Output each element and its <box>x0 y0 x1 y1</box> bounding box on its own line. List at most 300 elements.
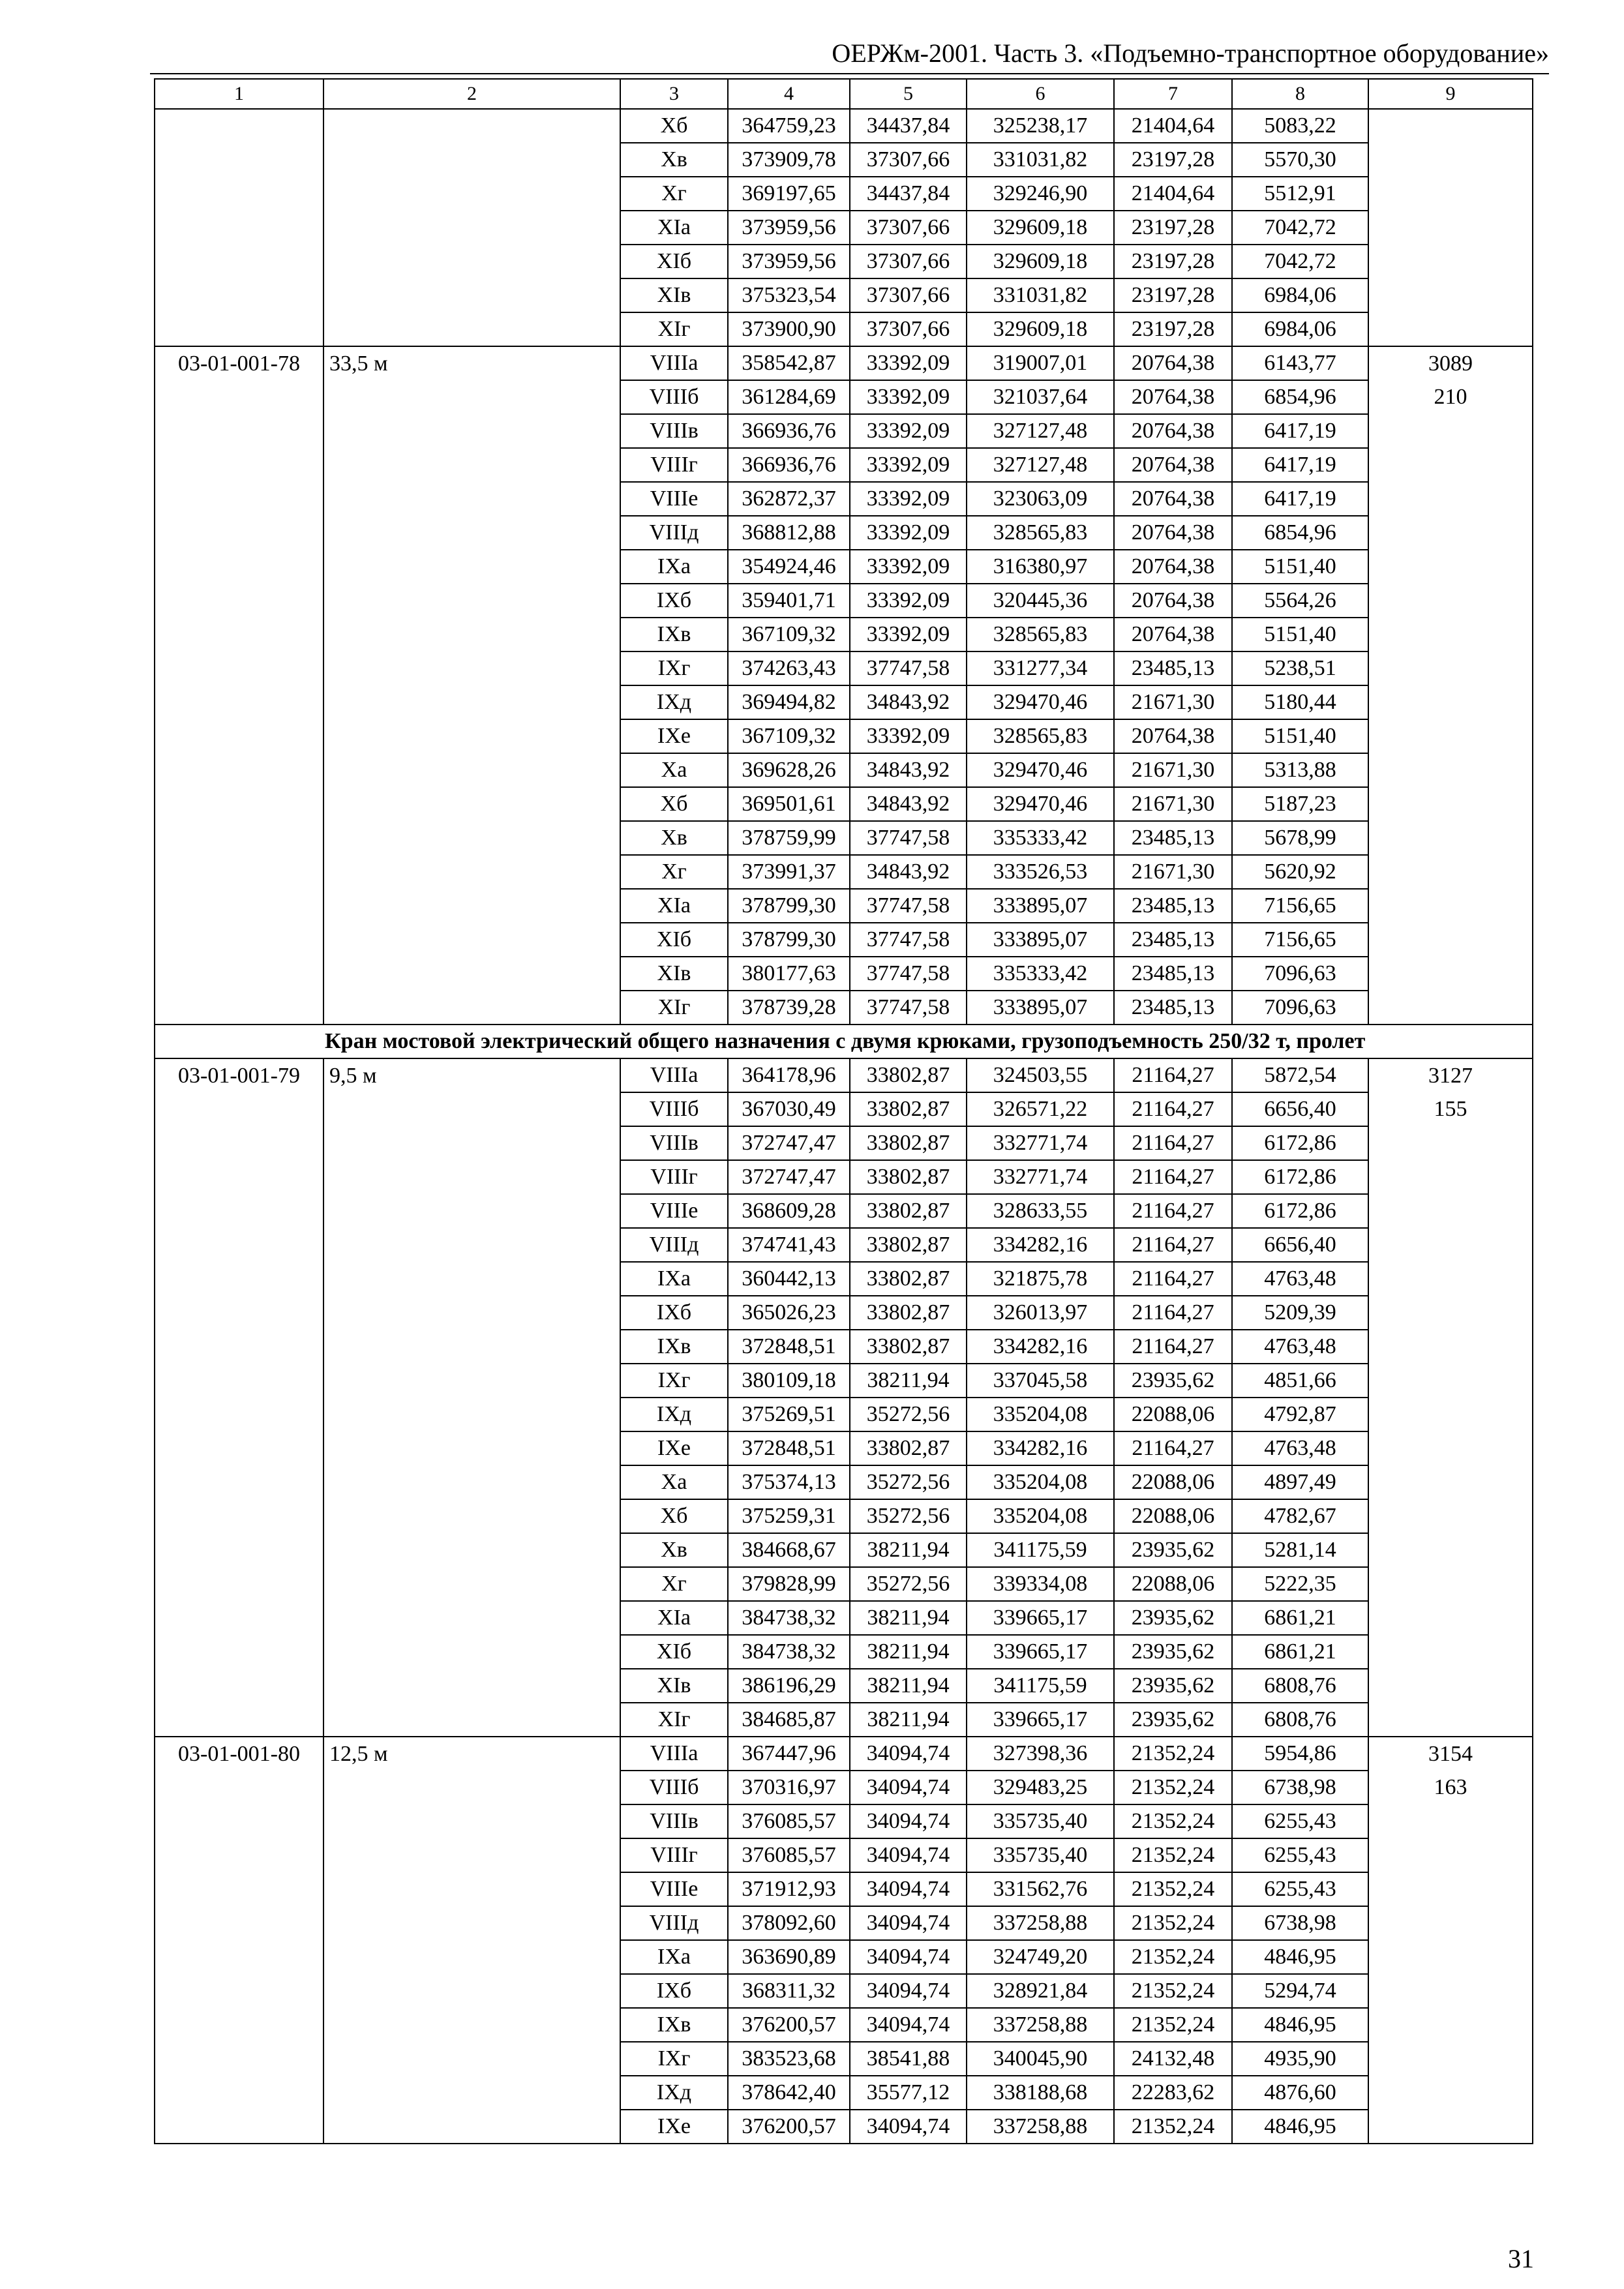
machine-cost-cell: 335204,08 <box>967 1499 1114 1533</box>
materials-cell: 6172,86 <box>1232 1126 1368 1160</box>
span-cell <box>323 1771 620 1804</box>
operator-wages-cell: 23197,28 <box>1114 278 1232 312</box>
operator-wages-cell: 21671,30 <box>1114 753 1232 787</box>
labor-cell <box>1368 312 1533 346</box>
total-cost-cell: 373959,56 <box>728 211 850 245</box>
machine-cost-cell: 327398,36 <box>967 1737 1114 1771</box>
operator-wages-cell: 21671,30 <box>1114 685 1232 719</box>
machine-cost-cell: 331277,34 <box>967 651 1114 685</box>
table-row <box>155 821 1533 855</box>
operator-wages-cell: 20764,38 <box>1114 346 1232 380</box>
machine-cost-cell: 323063,09 <box>967 482 1114 516</box>
wages-cell: 37747,58 <box>850 923 967 957</box>
rate-code-cell <box>155 2076 323 2110</box>
class-cell: VIIIг <box>620 448 728 482</box>
materials-cell: 5151,40 <box>1232 550 1368 584</box>
operator-wages-cell: 21164,27 <box>1114 1092 1232 1126</box>
total-cost-cell: 374741,43 <box>728 1228 850 1262</box>
labor-cell <box>1368 245 1533 278</box>
wages-cell: 34843,92 <box>850 787 967 821</box>
span-cell <box>323 685 620 719</box>
labor-cell <box>1368 109 1533 143</box>
class-cell: IXв <box>620 618 728 651</box>
machine-cost-cell: 333895,07 <box>967 923 1114 957</box>
total-cost-cell: 374263,43 <box>728 651 850 685</box>
materials-cell: 5222,35 <box>1232 1567 1368 1601</box>
machine-cost-cell: 331031,82 <box>967 143 1114 177</box>
materials-cell: 5678,99 <box>1232 821 1368 855</box>
table-row <box>155 685 1533 719</box>
rate-code-cell <box>155 2110 323 2144</box>
machine-cost-cell: 328565,83 <box>967 516 1114 550</box>
class-cell: VIIIе <box>620 1194 728 1228</box>
rate-code-cell <box>155 109 323 143</box>
total-cost-cell: 375374,13 <box>728 1465 850 1499</box>
rate-code-cell <box>155 245 323 278</box>
rate-code-cell <box>155 1771 323 1804</box>
wages-cell: 33392,09 <box>850 482 967 516</box>
table-row <box>155 177 1533 211</box>
materials-cell: 5620,92 <box>1232 855 1368 889</box>
column-header: 1 <box>155 79 323 109</box>
machine-cost-cell: 339334,08 <box>967 1567 1114 1601</box>
operator-wages-cell: 23485,13 <box>1114 957 1232 991</box>
span-cell <box>323 1533 620 1567</box>
labor-cell <box>1368 482 1533 516</box>
machine-cost-cell: 329483,25 <box>967 1771 1114 1804</box>
materials-cell: 6417,19 <box>1232 448 1368 482</box>
materials-cell: 4846,95 <box>1232 1940 1368 1974</box>
class-cell: XIб <box>620 923 728 957</box>
wages-cell: 35272,56 <box>850 1465 967 1499</box>
wages-cell: 38211,94 <box>850 1703 967 1737</box>
labor-cell <box>1368 1431 1533 1465</box>
span-cell: 12,5 м <box>323 1737 620 1771</box>
operator-wages-cell: 23197,28 <box>1114 143 1232 177</box>
span-cell <box>323 855 620 889</box>
table-row <box>155 2076 1533 2110</box>
machine-cost-cell: 328921,84 <box>967 1974 1114 2008</box>
table-row <box>155 923 1533 957</box>
wages-cell: 33802,87 <box>850 1296 967 1330</box>
labor-cell <box>1368 753 1533 787</box>
materials-cell: 6738,98 <box>1232 1906 1368 1940</box>
span-cell <box>323 991 620 1025</box>
rate-code-cell <box>155 1669 323 1703</box>
materials-cell: 5238,51 <box>1232 651 1368 685</box>
table-row <box>155 1737 1533 1771</box>
wages-cell: 37747,58 <box>850 957 967 991</box>
span-cell <box>323 1092 620 1126</box>
rate-code-cell <box>155 1499 323 1533</box>
wages-cell: 33802,87 <box>850 1058 967 1092</box>
operator-wages-cell: 21352,24 <box>1114 1737 1232 1771</box>
table-row <box>155 516 1533 550</box>
labor-cell <box>1368 550 1533 584</box>
wages-cell: 38211,94 <box>850 1533 967 1567</box>
table-body <box>155 79 1533 2144</box>
span-cell <box>323 1567 620 1601</box>
wages-cell: 33802,87 <box>850 1092 967 1126</box>
materials-cell: 7156,65 <box>1232 889 1368 923</box>
span-cell <box>323 1194 620 1228</box>
table-row <box>155 1296 1533 1330</box>
table-row <box>155 1669 1533 1703</box>
total-cost-cell: 376085,57 <box>728 1804 850 1838</box>
wages-cell: 33802,87 <box>850 1431 967 1465</box>
table-row <box>155 1974 1533 2008</box>
rate-code-cell <box>155 1804 323 1838</box>
class-cell: IXб <box>620 1296 728 1330</box>
table-row <box>155 312 1533 346</box>
labor-cell <box>1368 2076 1533 2110</box>
total-cost-cell: 372747,47 <box>728 1160 850 1194</box>
operator-wages-cell: 21352,24 <box>1114 1906 1232 1940</box>
total-cost-cell: 384738,32 <box>728 1601 850 1635</box>
table-row <box>155 753 1533 787</box>
machine-cost-cell: 329609,18 <box>967 312 1114 346</box>
section-title-row <box>155 1025 1533 1058</box>
operator-wages-cell: 21164,27 <box>1114 1296 1232 1330</box>
class-cell: VIIIб <box>620 1771 728 1804</box>
class-cell: IXд <box>620 685 728 719</box>
materials-cell: 6984,06 <box>1232 312 1368 346</box>
span-cell <box>323 2110 620 2144</box>
machine-cost-cell: 335333,42 <box>967 821 1114 855</box>
table-row <box>155 448 1533 482</box>
wages-cell: 33802,87 <box>850 1228 967 1262</box>
operator-wages-cell: 22088,06 <box>1114 1398 1232 1431</box>
materials-cell: 5083,22 <box>1232 109 1368 143</box>
wages-cell: 34437,84 <box>850 177 967 211</box>
operator-wages-cell: 20764,38 <box>1114 550 1232 584</box>
operator-wages-cell: 23935,62 <box>1114 1669 1232 1703</box>
machine-cost-cell: 333526,53 <box>967 855 1114 889</box>
rate-code-cell <box>155 1567 323 1601</box>
machine-cost-cell: 335204,08 <box>967 1398 1114 1431</box>
total-cost-cell: 383523,68 <box>728 2042 850 2076</box>
operator-wages-cell: 23935,62 <box>1114 1601 1232 1635</box>
machine-cost-cell: 332771,74 <box>967 1160 1114 1194</box>
span-cell <box>323 1601 620 1635</box>
total-cost-cell: 361284,69 <box>728 380 850 414</box>
rate-code-cell <box>155 380 323 414</box>
labor-cell <box>1368 923 1533 957</box>
total-cost-cell: 369628,26 <box>728 753 850 787</box>
span-cell <box>323 1398 620 1431</box>
total-cost-cell: 380177,63 <box>728 957 850 991</box>
machine-cost-cell: 337258,88 <box>967 1906 1114 1940</box>
machine-cost-cell: 329246,90 <box>967 177 1114 211</box>
column-header: 8 <box>1232 79 1368 109</box>
operator-wages-cell: 21352,24 <box>1114 2110 1232 2144</box>
span-cell <box>323 211 620 245</box>
total-cost-cell: 378092,60 <box>728 1906 850 1940</box>
class-cell: Xг <box>620 177 728 211</box>
wages-cell: 34094,74 <box>850 1804 967 1838</box>
total-cost-cell: 359401,71 <box>728 584 850 618</box>
rate-code-cell <box>155 177 323 211</box>
machine-cost-cell: 327127,48 <box>967 414 1114 448</box>
rate-code-cell <box>155 1838 323 1872</box>
table-row <box>155 889 1533 923</box>
total-cost-cell: 354924,46 <box>728 550 850 584</box>
labor-cell <box>1368 143 1533 177</box>
span-cell <box>323 1160 620 1194</box>
operator-wages-cell: 23485,13 <box>1114 651 1232 685</box>
total-cost-cell: 369501,61 <box>728 787 850 821</box>
materials-cell: 5570,30 <box>1232 143 1368 177</box>
machine-cost-cell: 327127,48 <box>967 448 1114 482</box>
labor-cell <box>1368 1804 1533 1838</box>
wages-cell: 33392,09 <box>850 618 967 651</box>
class-cell: IXв <box>620 2008 728 2042</box>
labor-cell <box>1368 211 1533 245</box>
wages-cell: 38541,88 <box>850 2042 967 2076</box>
span-cell <box>323 889 620 923</box>
total-cost-cell: 384685,87 <box>728 1703 850 1737</box>
materials-cell: 6172,86 <box>1232 1194 1368 1228</box>
labor-cell: 210 <box>1368 380 1533 414</box>
total-cost-cell: 378642,40 <box>728 2076 850 2110</box>
machine-cost-cell: 324749,20 <box>967 1940 1114 1974</box>
page-number: 31 <box>1508 2244 1534 2273</box>
header-rule <box>150 73 1549 74</box>
price-table <box>154 78 1533 2144</box>
materials-cell: 4851,66 <box>1232 1364 1368 1398</box>
total-cost-cell: 362872,37 <box>728 482 850 516</box>
labor-cell <box>1368 1567 1533 1601</box>
span-cell <box>323 787 620 821</box>
machine-cost-cell: 335735,40 <box>967 1804 1114 1838</box>
operator-wages-cell: 23935,62 <box>1114 1533 1232 1567</box>
class-cell: VIIIа <box>620 1737 728 1771</box>
machine-cost-cell: 337258,88 <box>967 2110 1114 2144</box>
table-row <box>155 2110 1533 2144</box>
labor-cell <box>1368 1228 1533 1262</box>
class-cell: XIа <box>620 1601 728 1635</box>
span-cell <box>323 448 620 482</box>
rate-code-cell <box>155 2042 323 2076</box>
rate-code-cell <box>155 1431 323 1465</box>
machine-cost-cell: 339665,17 <box>967 1601 1114 1635</box>
column-header: 6 <box>967 79 1114 109</box>
machine-cost-cell: 334282,16 <box>967 1431 1114 1465</box>
operator-wages-cell: 21352,24 <box>1114 1804 1232 1838</box>
labor-cell <box>1368 1364 1533 1398</box>
table-row <box>155 1703 1533 1737</box>
machine-cost-cell: 329470,46 <box>967 685 1114 719</box>
total-cost-cell: 370316,97 <box>728 1771 850 1804</box>
class-cell: IXе <box>620 719 728 753</box>
wages-cell: 38211,94 <box>850 1601 967 1635</box>
span-cell <box>323 482 620 516</box>
materials-cell: 6417,19 <box>1232 414 1368 448</box>
span-cell <box>323 1635 620 1669</box>
operator-wages-cell: 21164,27 <box>1114 1262 1232 1296</box>
class-cell: IXг <box>620 651 728 685</box>
labor-cell <box>1368 1296 1533 1330</box>
table-row <box>155 618 1533 651</box>
wages-cell: 37307,66 <box>850 143 967 177</box>
class-cell: VIIIе <box>620 482 728 516</box>
machine-cost-cell: 335204,08 <box>967 1465 1114 1499</box>
wages-cell: 37307,66 <box>850 245 967 278</box>
wages-cell: 33392,09 <box>850 584 967 618</box>
labor-cell <box>1368 1940 1533 1974</box>
wages-cell: 37307,66 <box>850 278 967 312</box>
total-cost-cell: 366936,76 <box>728 414 850 448</box>
materials-cell: 4782,67 <box>1232 1499 1368 1533</box>
machine-cost-cell: 337258,88 <box>967 2008 1114 2042</box>
labor-cell <box>1368 1160 1533 1194</box>
rate-code-cell <box>155 957 323 991</box>
materials-cell: 5281,14 <box>1232 1533 1368 1567</box>
operator-wages-cell: 20764,38 <box>1114 414 1232 448</box>
span-cell <box>323 109 620 143</box>
wages-cell: 33392,09 <box>850 719 967 753</box>
wages-cell: 35577,12 <box>850 2076 967 2110</box>
table-row <box>155 1194 1533 1228</box>
labor-cell <box>1368 618 1533 651</box>
table-row <box>155 1872 1533 1906</box>
labor-cell <box>1368 1838 1533 1872</box>
wages-cell: 38211,94 <box>850 1669 967 1703</box>
span-cell <box>323 1431 620 1465</box>
wages-cell: 34843,92 <box>850 685 967 719</box>
machine-cost-cell: 333895,07 <box>967 991 1114 1025</box>
materials-cell: 5151,40 <box>1232 618 1368 651</box>
table-row <box>155 584 1533 618</box>
operator-wages-cell: 20764,38 <box>1114 482 1232 516</box>
span-cell <box>323 1499 620 1533</box>
rate-code-cell <box>155 1092 323 1126</box>
wages-cell: 37307,66 <box>850 211 967 245</box>
materials-cell: 7042,72 <box>1232 245 1368 278</box>
labor-cell <box>1368 1499 1533 1533</box>
column-header: 2 <box>323 79 620 109</box>
machine-cost-cell: 339665,17 <box>967 1635 1114 1669</box>
operator-wages-cell: 24132,48 <box>1114 2042 1232 2076</box>
table-row <box>155 2042 1533 2076</box>
rate-code-cell <box>155 1635 323 1669</box>
machine-cost-cell: 326571,22 <box>967 1092 1114 1126</box>
class-cell: VIIIв <box>620 1126 728 1160</box>
table-row <box>155 1126 1533 1160</box>
table-row <box>155 855 1533 889</box>
total-cost-cell: 373991,37 <box>728 855 850 889</box>
table-row <box>155 1092 1533 1126</box>
wages-cell: 35272,56 <box>850 1567 967 1601</box>
labor-cell <box>1368 1974 1533 2008</box>
class-cell: VIIIв <box>620 414 728 448</box>
rate-code-cell <box>155 1228 323 1262</box>
span-cell <box>323 414 620 448</box>
total-cost-cell: 368609,28 <box>728 1194 850 1228</box>
materials-cell: 6417,19 <box>1232 482 1368 516</box>
table-row <box>155 211 1533 245</box>
wages-cell: 37747,58 <box>850 991 967 1025</box>
machine-cost-cell: 332771,74 <box>967 1126 1114 1160</box>
wages-cell: 37747,58 <box>850 651 967 685</box>
labor-cell <box>1368 787 1533 821</box>
rate-code-cell <box>155 482 323 516</box>
materials-cell: 6255,43 <box>1232 1872 1368 1906</box>
class-cell: VIIIа <box>620 346 728 380</box>
materials-cell: 6656,40 <box>1232 1228 1368 1262</box>
table-row <box>155 1635 1533 1669</box>
column-header-row <box>155 79 1533 109</box>
class-cell: XIв <box>620 957 728 991</box>
table-row <box>155 1567 1533 1601</box>
materials-cell: 4846,95 <box>1232 2110 1368 2144</box>
machine-cost-cell: 331562,76 <box>967 1872 1114 1906</box>
table-row <box>155 1940 1533 1974</box>
rate-code-cell <box>155 1703 323 1737</box>
wages-cell: 34094,74 <box>850 1906 967 1940</box>
rate-code-cell <box>155 991 323 1025</box>
span-cell <box>323 312 620 346</box>
machine-cost-cell: 321875,78 <box>967 1262 1114 1296</box>
rate-code-cell <box>155 516 323 550</box>
rate-code-cell <box>155 550 323 584</box>
total-cost-cell: 367447,96 <box>728 1737 850 1771</box>
table-row <box>155 1431 1533 1465</box>
operator-wages-cell: 23935,62 <box>1114 1635 1232 1669</box>
machine-cost-cell: 338188,68 <box>967 2076 1114 2110</box>
machine-cost-cell: 328565,83 <box>967 719 1114 753</box>
table-row <box>155 719 1533 753</box>
table-row <box>155 1601 1533 1635</box>
wages-cell: 34094,74 <box>850 1771 967 1804</box>
span-cell <box>323 1296 620 1330</box>
machine-cost-cell: 339665,17 <box>967 1703 1114 1737</box>
span-cell <box>323 1703 620 1737</box>
table-row <box>155 1906 1533 1940</box>
rate-code-cell <box>155 448 323 482</box>
table-row <box>155 414 1533 448</box>
class-cell: IXе <box>620 1431 728 1465</box>
rate-code-cell <box>155 889 323 923</box>
span-cell <box>323 1262 620 1296</box>
class-cell: VIIIв <box>620 1804 728 1838</box>
labor-cell <box>1368 584 1533 618</box>
operator-wages-cell: 20764,38 <box>1114 448 1232 482</box>
total-cost-cell: 367030,49 <box>728 1092 850 1126</box>
span-cell <box>323 1669 620 1703</box>
operator-wages-cell: 21671,30 <box>1114 855 1232 889</box>
labor-cell <box>1368 651 1533 685</box>
rate-code-cell <box>155 414 323 448</box>
table-row <box>155 245 1533 278</box>
machine-cost-cell: 331031,82 <box>967 278 1114 312</box>
class-cell: XIг <box>620 991 728 1025</box>
wages-cell: 37747,58 <box>850 889 967 923</box>
class-cell: XIб <box>620 1635 728 1669</box>
labor-cell <box>1368 855 1533 889</box>
labor-cell <box>1368 1872 1533 1906</box>
operator-wages-cell: 20764,38 <box>1114 516 1232 550</box>
span-cell <box>323 278 620 312</box>
table-row <box>155 1364 1533 1398</box>
rate-code-cell <box>155 1194 323 1228</box>
class-cell: Xв <box>620 143 728 177</box>
class-cell: VIIIг <box>620 1838 728 1872</box>
labor-cell <box>1368 177 1533 211</box>
table-row <box>155 1058 1533 1092</box>
labor-cell <box>1368 414 1533 448</box>
span-cell <box>323 1465 620 1499</box>
